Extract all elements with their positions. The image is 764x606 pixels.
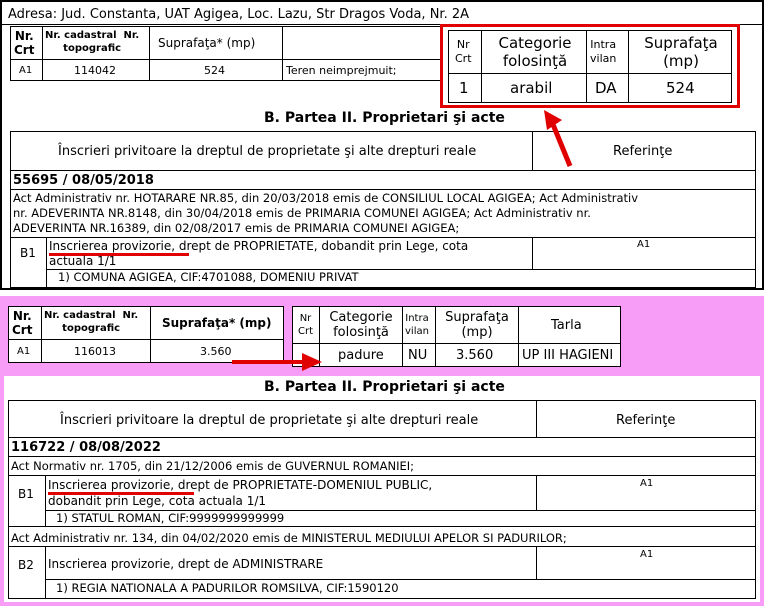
divider xyxy=(10,189,756,190)
usage-header-nr-text: Nr Crt xyxy=(298,313,314,337)
act-line-1: Act Administrativ nr. HOTARARE NR.85, din 20/03/2018 emis de CONSILIUL LOCAL AGIGEA; Act Administrativ xyxy=(13,191,639,205)
divider xyxy=(8,456,756,457)
usage-header-area-text: Suprafaţa (mp) xyxy=(644,34,718,70)
header-empty xyxy=(282,26,442,60)
header-area-text: Suprafaţa* (mp) xyxy=(162,316,272,330)
usage-row-intravilan-text: NU xyxy=(408,348,428,363)
column-header-references-text: Referinţe xyxy=(616,413,676,428)
red-arrow-up-icon xyxy=(532,102,582,172)
b1-ref: A1 xyxy=(637,239,651,250)
b1-ref: A1 xyxy=(640,478,654,489)
row-cadastral-text: 114042 xyxy=(74,64,116,77)
usage-row-intravilan-text: DA xyxy=(595,79,617,97)
entry-id: 55695 / 08/05/2018 xyxy=(13,173,154,188)
column-header-rights-text: Înscrieri privitoare la dreptul de proprietate şi alte drepturi reale xyxy=(58,144,477,159)
usage-row-area-text: 3.560 xyxy=(456,348,494,363)
row-nr-text: A1 xyxy=(19,65,33,76)
b1-text-line-2: dobandit prin Lege, cota actuala 1/1 xyxy=(48,494,267,508)
usage-header-intravilan-text: Intra vilan xyxy=(405,313,429,337)
row-description-text: Teren neimprejmuit; xyxy=(286,64,397,77)
act-line-3: ADEVERINTA NR.16389, din 02/08/2017 emis de PRIMARIA COMUNEI AGIGEA; xyxy=(13,221,460,235)
row-nr-text: A1 xyxy=(17,346,31,357)
usage-header-intravilan-text: Intra vilan xyxy=(590,38,617,65)
row-area-text: 3.560 xyxy=(200,345,232,358)
b1-text-rest: , drept de PROPRIETATE-DOMENIUL PUBLIC, xyxy=(170,478,433,492)
usage-header-category-text: Categorie folosinţă xyxy=(498,34,572,70)
usage-header-tarla-text: Tarla xyxy=(551,318,582,333)
header-nr-crt-text: Nr. Crt xyxy=(14,29,35,57)
b2-code-cell xyxy=(8,546,46,599)
b1-text-line-2: actuala 1/1 xyxy=(49,254,117,268)
bottom-document-excerpt xyxy=(0,296,764,606)
top-document-excerpt xyxy=(0,0,764,290)
b1-code-cell xyxy=(10,237,47,288)
b2-owner: 1) REGIA NATIONALA A PADURILOR ROMSILVA, CIF:1590120 xyxy=(56,581,399,595)
b1-code: B1 xyxy=(18,487,34,501)
column-header-references-text: Referinţe xyxy=(613,144,673,159)
usage-row-category-text: padure xyxy=(338,348,384,363)
header-cadastral-text: Nr. cadastral Nr. topografic xyxy=(44,310,139,334)
b1-underlined-text: Inscrierea provizorie xyxy=(49,239,172,253)
section-title: B. Partea II. Proprietari şi acte xyxy=(264,110,505,126)
usage-row-tarla-text: UP III HAGIENI xyxy=(522,348,614,363)
header-area-text: Suprafaţa* (mp) xyxy=(158,36,256,50)
b1-owner: 1) COMUNA AGIGEA, CIF:4701088, DOMENIU PRIVAT xyxy=(58,270,359,284)
entry-id: 116722 / 08/08/2022 xyxy=(11,440,161,455)
usage-row-category-text: arabil xyxy=(510,79,553,97)
usage-header-category-text: Categorie folosinţă xyxy=(329,310,393,340)
usage-header-area-text: Suprafaţa (mp) xyxy=(445,310,509,340)
act-line-2: nr. ADEVERINTA NR.8148, din 30/04/2018 emis de PRIMARIA COMUNEI AGIGEA; Act Administrativ nr. xyxy=(13,206,591,220)
usage-row-area-text: 524 xyxy=(666,79,695,97)
act-administrativ: Act Administrativ nr. 134, din 04/02/2020 emis de MINISTERUL MEDIULUI APELOR SI PADURILOR; xyxy=(11,531,567,545)
row-area-text: 524 xyxy=(204,64,225,77)
act-normativ: Act Normativ nr. 1705, din 21/12/2006 emis de GUVERNUL ROMANIEI; xyxy=(11,459,414,473)
b1-code: B1 xyxy=(20,246,36,260)
b1-code-cell xyxy=(8,475,46,527)
row-cadastral-text: 116013 xyxy=(74,345,116,358)
b1-text-rest: , drept de PROPRIETATE, dobandit prin Lege, cota xyxy=(171,239,469,253)
column-header-rights-text: Înscrieri privitoare la dreptul de proprietate şi alte drepturi reale xyxy=(60,413,479,428)
b2-code: B2 xyxy=(18,558,34,572)
b2-ref: A1 xyxy=(640,549,654,560)
red-arrow-right-icon xyxy=(228,350,324,374)
section-title: B. Partea II. Proprietari şi acte xyxy=(264,379,505,395)
b1-owner: 1) STATUL ROMAN, CIF:9999999999999 xyxy=(56,511,285,525)
b1-text-line-1 xyxy=(48,479,432,491)
b1-text-line-1 xyxy=(49,240,468,252)
b2-text: Inscrierea provizorie, drept de ADMINISTRARE xyxy=(48,557,324,571)
header-nr-crt-text: Nr. Crt xyxy=(12,309,33,337)
address-line: Adresa: Jud. Constanta, UAT Agigea, Loc. Lazu, Str Dragos Voda, Nr. 2A xyxy=(8,7,469,22)
usage-row-nr-text: 1 xyxy=(459,79,469,97)
b1-underlined-text: Inscrierea provizorie xyxy=(48,478,171,492)
header-cadastral-text: Nr. cadastral Nr. topografic xyxy=(45,30,140,54)
usage-header-nr-text: Nr Crt xyxy=(455,38,472,65)
